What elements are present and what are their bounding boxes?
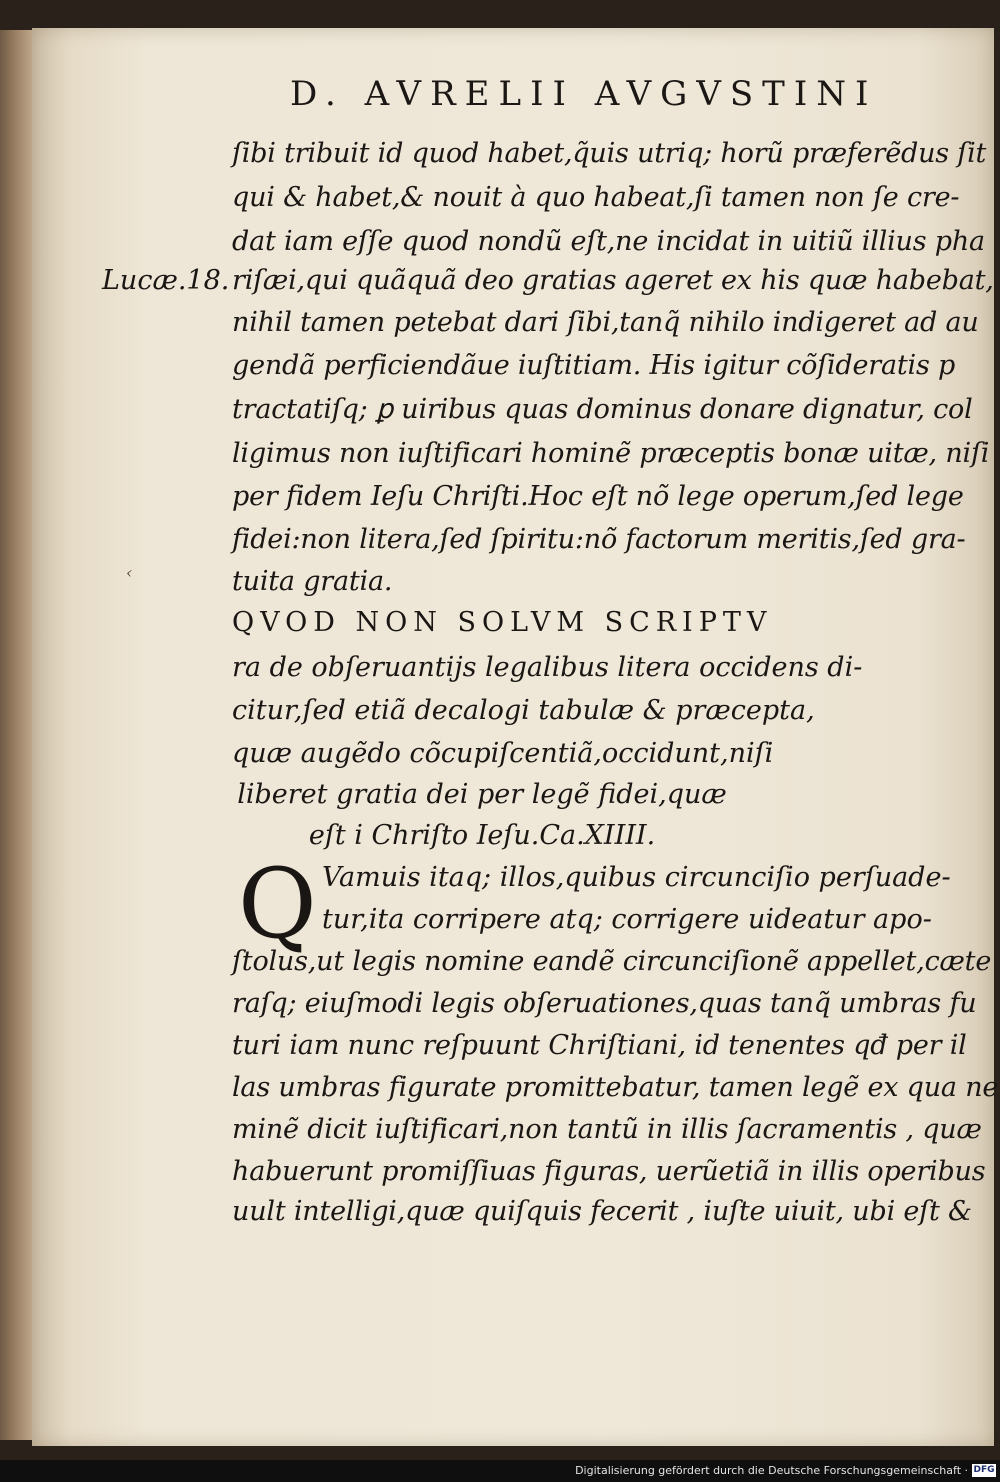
chapter-heading-line: eſt i Chriſto Ieſu.Ca.XIIII. bbox=[308, 820, 656, 851]
chapter-text-line: las umbras figurate promittebatur, tamen legẽ ex qua ne bbox=[232, 1072, 999, 1103]
body-line: ſibi tribuit id quod habet,q̃uis utriq; horũ præferẽdus ſit bbox=[232, 138, 987, 169]
body-line: dat iam eſſe quod nondũ eſt,ne incidat in uitiũ illius pha bbox=[232, 226, 985, 257]
stray-mark: ‹ bbox=[126, 563, 133, 582]
running-head: D. AVRELII AVGVSTINI bbox=[290, 74, 878, 114]
chapter-heading-line: liberet gratia dei per legẽ fidei,quæ bbox=[237, 779, 727, 810]
funding-credit: Digitalisierung gefördert durch die Deutsche Forschungsgemeinschaft · bbox=[575, 1464, 968, 1477]
body-line: per fidem Ieſu Chriſti.Hoc eſt nõ lege operum,ſed lege bbox=[232, 481, 964, 512]
chapter-text-line: raſq; eiuſmodi legis obſeruationes,quas tanq̃ umbras fu bbox=[232, 988, 977, 1019]
body-line: tuita gratia. bbox=[232, 566, 393, 597]
chapter-heading-line: ra de obſeruantijs legalibus litera occidens di- bbox=[232, 652, 863, 683]
dfg-logo: DFG bbox=[973, 1465, 995, 1475]
chapter-text-line: turi iam nunc reſpuunt Chriſtiani, id tenentes qđ per il bbox=[232, 1030, 967, 1061]
body-line: ligimus non iuſtificari hominẽ præceptis bonæ uitæ, niſi bbox=[232, 438, 990, 469]
chapter-text-line: habuerunt promiſſiuas figuras, uerũetiã in illis operibus bbox=[232, 1156, 986, 1187]
body-line: nihil tamen petebat dari ſibi,tanq̃ nihilo indigeret ad au bbox=[232, 307, 979, 338]
chapter-text-line: Vamuis itaq; illos,quibus circunciſio perſuade- bbox=[322, 862, 951, 893]
marginal-note: Lucæ.18. bbox=[102, 265, 230, 296]
chapter-heading-line: citur,ſed etiã decalogi tabulæ & præcepta, bbox=[232, 695, 815, 726]
drop-initial: Q bbox=[238, 848, 317, 960]
body-line: gendã perficiendãue iuſtitiam. His igitur cõſideratis p bbox=[232, 350, 956, 381]
body-line: riſæi,qui quãquã deo gratias ageret ex his quæ habebat, bbox=[232, 265, 994, 296]
body-line: qui & habet,& nouit à quo habeat,ſi tamen non ſe cre- bbox=[232, 182, 960, 213]
chapter-heading-line: quæ augẽdo cõcupiſcentiã,occidunt,niſi bbox=[232, 738, 774, 769]
chapter-text-line: uult intelligi,quæ quiſquis fecerit , iuſte uiuit, ubi eſt & bbox=[232, 1196, 972, 1227]
body-line: tractatiſq; ꝑ uiribus quas dominus donare dignatur, col bbox=[232, 394, 973, 425]
chapter-text-line: ſtolus,ut legis nomine eandẽ circunciſionẽ appellet,cæte bbox=[232, 946, 992, 977]
body-line: fidei:non litera,ſed ſpiritu:nõ factorum meritis,ſed gra- bbox=[232, 524, 966, 555]
chapter-text-line: tur,ita corripere atq; corrigere uideatur apo- bbox=[322, 904, 932, 935]
chapter-heading-line: QVOD NON SOLVM SCRIPTV bbox=[232, 607, 773, 638]
page-edge bbox=[0, 30, 34, 1440]
chapter-text-line: minẽ dicit iuſtificari,non tantũ in illis ſacramentis , quæ bbox=[232, 1114, 982, 1145]
